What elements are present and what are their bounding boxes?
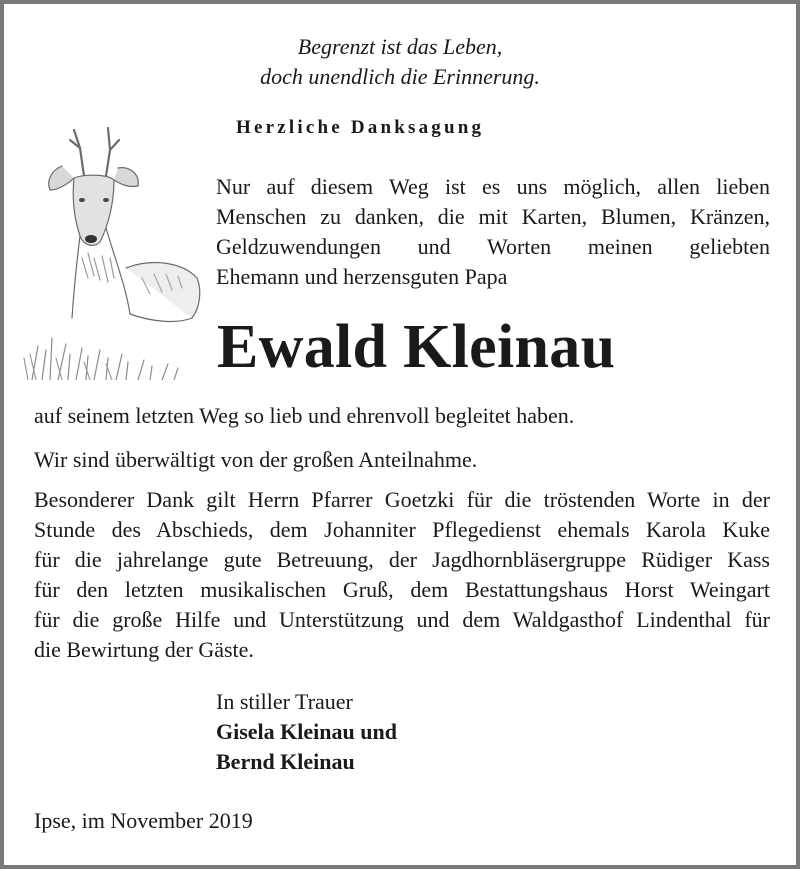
thanks-line: Besonderer Dank gilt Herrn Pfarrer Goetzki für die tröstenden Worte in der — [34, 487, 770, 512]
thanks-line: für den letzten musikalischen Gruß, dem Bestattungshaus Horst Weingart — [34, 577, 770, 602]
motto-line-1: Begrenzt ist das Leben, — [297, 34, 503, 59]
deceased-name: Ewald Kleinau — [217, 313, 616, 381]
thanks-line: Stunde des Abschieds, dem Johanniter Pflegedienst ehemals Karola Kuke — [34, 517, 770, 542]
mourner-name-2: Bernd Kleinau — [216, 749, 355, 774]
thanks-line: die Bewirtung der Gäste. — [34, 637, 254, 662]
paragraph-escort: auf seinem letzten Weg so lieb und ehrenvoll begleitet haben. — [34, 403, 575, 428]
frame-border-bottom — [0, 865, 800, 869]
intro-line: Nur auf diesem Weg ist es uns möglich, allen lieben — [216, 174, 770, 199]
frame-border-right — [796, 0, 800, 869]
intro-line: Menschen zu danken, die mit Karten, Blumen, Kränzen, — [216, 204, 770, 229]
notice-heading: Herzliche Danksagung — [236, 117, 485, 138]
mourner-name-1: Gisela Kleinau und — [216, 719, 397, 744]
deer-icon — [22, 118, 207, 380]
closing-intro: In stiller Trauer — [216, 689, 353, 714]
closing-signature — [216, 687, 397, 777]
paragraph-thanks — [34, 485, 770, 665]
motto-line-2: doch unendlich die Erinnerung. — [260, 64, 540, 89]
thanks-line: für die große Hilfe und Unterstützung und dem Waldgasthof Lindenthal für — [34, 607, 770, 632]
intro-line: Geldzuwendungen und Worten meinen geliebten — [216, 234, 770, 259]
frame-border-top — [0, 0, 800, 4]
frame-border-left — [0, 0, 4, 869]
paragraph-sympathy: Wir sind überwältigt von der großen Anteilnahme. — [34, 447, 478, 472]
intro-line: Ehemann und herzensguten Papa — [216, 264, 508, 289]
intro-text — [216, 172, 770, 292]
thanks-line: für die jahrelange gute Betreuung, der Jagdhornbläsergruppe Rüdiger Kass — [34, 547, 770, 572]
place-date: Ipse, im November 2019 — [34, 808, 253, 833]
